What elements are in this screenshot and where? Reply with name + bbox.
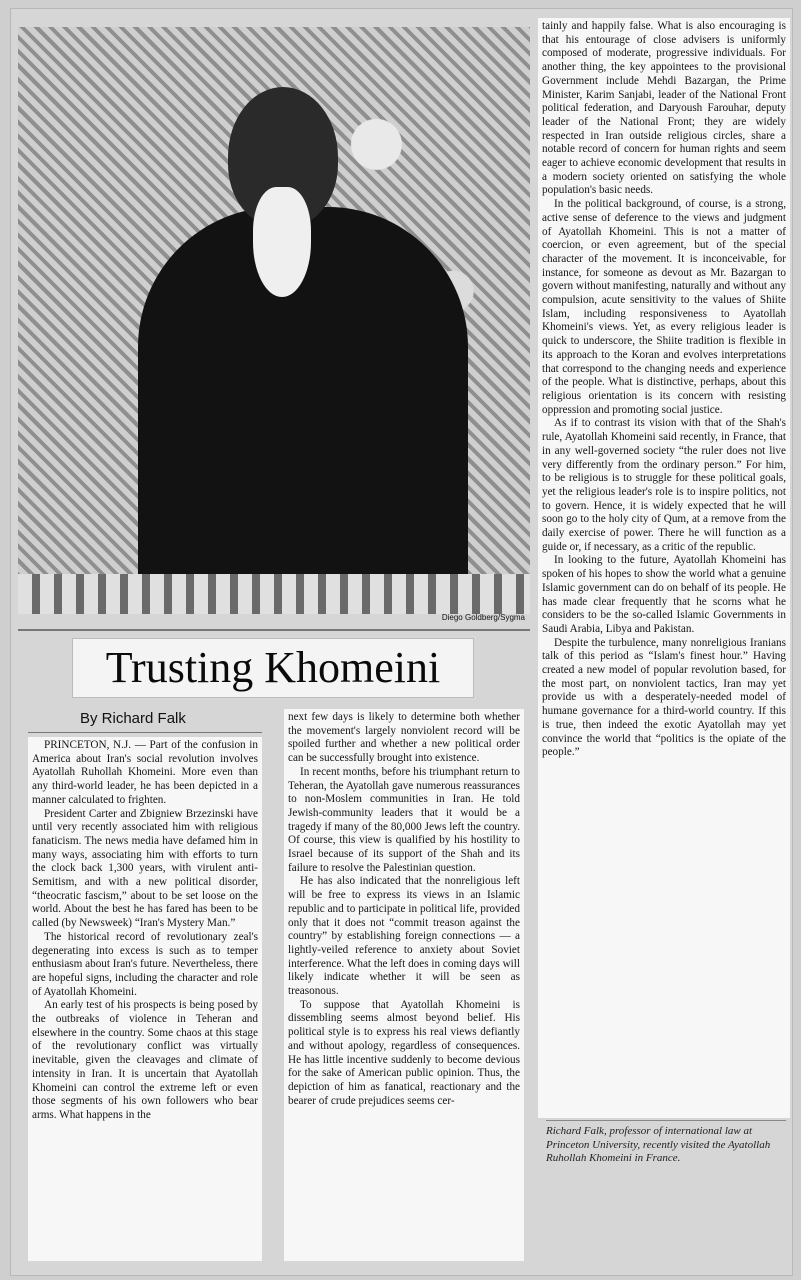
paragraph: In the political background, of course, is a strong, active sense of deference to the views and judgment of Ayatollah Khomeini. This is not a matter of coercion, or even agreement, but of the special character of the movement. It is inconceivable, for instance, for someone as devout as Mr. Bazargan to govern without manifesting, naturally and without any compulsion, acute sensitivity to the values of Shiite Islam, including responsiveness to Ayatollah Khomeini's views. Yet, as every religious leader is quick to underscore, the Shiite tradition is flexible in its approach to the Koran and evolves interpretations that correspond to the changing needs and experience of the people. What is distinctive, perhaps, about this religious orientation is its concern with resisting oppression and promoting social justice. xyxy=(542,198,786,416)
headline: Trusting Khomeini xyxy=(72,638,474,698)
photo-credit: Diego Goldberg/Sygma xyxy=(441,613,525,622)
paragraph: In recent months, before his triumphant return to Teheran, the Ayatollah gave numerous reassurances to non-Moslem communities in Iran. He told Jewish-community leaders that it would be a tragedy if many of the 80,000 Jews left the country. Of course, this view is qualified by his hostility to Israel because of its support of the Shah and its failure to resolve the Palestinian question. xyxy=(288,765,520,874)
patterned-rug xyxy=(18,574,530,614)
paragraph: President Carter and Zbigniew Brzezinski have until very recently associated him with religious fanaticism. The news media have defamed him in many ways, associating him with efforts to turn the clock back 1,300 years, with virulent anti-Semitism, and with a new political disorder, “theocratic fascism,” about to be set loose on the world. About the best he has fared has been to be called (by Newsweek) “Iran's Mystery Man.” xyxy=(32,807,258,930)
article-column-2 xyxy=(284,709,524,1261)
paragraph: Despite the turbulence, many nonreligious Iranians talk of this period as “Islam's finest hour.” Having created a new model of popular revolution based, for the most part, on nonviolent tactics, Iran may yet provide us with a desperately-needed model of humane governance for a third-world country. If this is true, then indeed the exotic Ayatollah may yet convince the world that “politics is the opiate of the people.” xyxy=(542,636,786,759)
author-bio: Richard Falk, professor of international law at Princeton University, recently visited the Ayatollah Ruhollah Khomeini in France. xyxy=(546,1120,786,1166)
paragraph: He has also indicated that the nonreligious left will be free to express its views in an Islamic republic and to participate in political life, provided only that it does not “commit treason against the country” by establishing foreign connections — a lightly-veiled reference to anxiety about Soviet interference. What the left does in coming days will likely indicate whether it will be seen as treasonous. xyxy=(288,875,520,998)
paragraph: In looking to the future, Ayatollah Khomeini has spoken of his hopes to show the world what a genuine Islamic government can do on behalf of its people. He has made clear frequently that he scorns what he considers to be the so-called Islamic Governments in Saudi Arabia, Libya and Pakistan. xyxy=(542,554,786,635)
paragraph: An early test of his prospects is being posed by the outbreaks of violence in Teheran and elsewhere in the country. Some chaos at this stage of the revolutionary conflict was virtually inevitable, given the cleavages and climate of intensity in Iran. It is uncertain that Ayatollah Khomeini can control the extreme left or even those segments of his own followers who bear arms. What happens in the xyxy=(32,999,258,1121)
paragraph: tainly and happily false. What is also encouraging is that his entourage of close advisers is uniformly composed of moderate, progressive individuals. For another thing, the key appointees to the provisional Government include Mehdi Bazargan, the Prime Minister, Karim Sanjabi, leader of the National Front political federation, and Daryoush Farouhar, deputy leader of the National Front; they are widely respected in Iran outside religious circles, share a notable record of concern for human rights and seem eager to achieve economic development that results in a modern society oriented on satisfying the whole population's basic needs. xyxy=(542,20,786,197)
byline: By Richard Falk xyxy=(80,710,186,727)
khomeini-photo xyxy=(18,27,530,614)
paragraph: The historical record of revolutionary zeal's degenerating into excess is such as to temper enthusiasm about Iran's future. Nevertheless, there are hopeful signs, including the character and role of Ayatollah Khomeini. xyxy=(32,930,259,998)
paragraph: next few days is likely to determine both whether the movement's largely nonviolent record will be spoiled further and whether a new political order can be successfully brought into existence. xyxy=(288,711,520,765)
article-column-3 xyxy=(538,18,790,1118)
article-column-1 xyxy=(28,737,262,1261)
byline-rule xyxy=(28,732,262,733)
white-beard xyxy=(253,187,311,297)
paragraph: As if to contrast its vision with that of the Shah's rule, Ayatollah Khomeini said recently, in France, that in any well-governed society “the ruler does not live very differently from the ordinary person.” For him, to be religious is to struggle for these political goals, yet the religious leader's role is to inspire politics, not to govern. Hence, it is widely expected that he will soon go to the holy city of Qum, at a remove from the daily exercise of power. There he will function as a guide or, if necessary, as a critic of the republic. xyxy=(542,417,786,553)
paragraph: PRINCETON, N.J. — Part of the confusion in America about Iran's social revolution involves Ayatollah Ruhollah Khomeini. More even than any third-world leader, he has been depicted in a manner calculated to frighten. xyxy=(32,739,258,806)
paragraph: To suppose that Ayatollah Khomeini is dissembling seems almost beyond belief. His political style is to express his real views defiantly and without apology, regardless of consequences. He has little incentive suddenly to become devious for the sake of American public opinion. Thus, the depiction of him as fanatical, reactionary and the bearer of crude prejudices seems cer- xyxy=(288,998,520,1107)
divider-rule xyxy=(18,629,530,631)
